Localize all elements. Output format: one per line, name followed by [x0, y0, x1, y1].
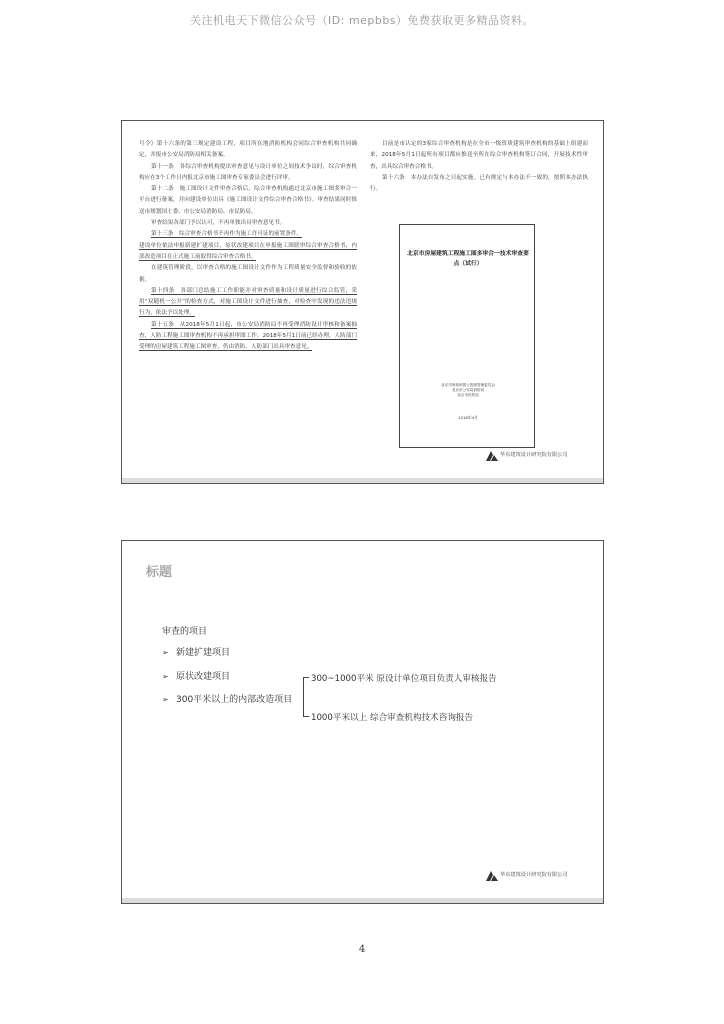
paragraph	[139, 320, 357, 354]
paragraph	[139, 162, 357, 185]
company-logo	[486, 869, 604, 881]
cover-org-line: 北京市公安局消防局	[451, 388, 485, 393]
company-logo-icon	[486, 869, 498, 881]
company-logo	[486, 449, 604, 461]
paragraph-text: 第十一条 各综合审查机构提出审查意见与设计单位之间技术争议时，综合审查机构应在3个工作日内报北京市施工图审查专家委员会进行评审。	[139, 163, 357, 181]
paragraph-text: 第十六条 本办法自发布之日起实施。已有规定与本办法不一致的，按照本办法执行。	[370, 174, 588, 193]
cover-org-line: 北京市民防局	[457, 393, 479, 398]
paragraph-text: 在建筑管理阶段，以审查合格的施工图设计文件作为工程质量安全监督和验收的依据。	[139, 265, 357, 283]
arrow-bullet-icon: ➢	[162, 648, 169, 657]
slide-title: 标题	[146, 565, 173, 580]
list-item-label: 300平米以上的内部改造项目	[176, 695, 293, 705]
page-number: 4	[358, 944, 366, 955]
paragraph	[139, 263, 357, 286]
list-item	[162, 669, 230, 682]
company-logo-text: 华东建筑设计研究院有限公司	[500, 872, 568, 878]
paragraph	[370, 173, 588, 196]
paragraph-text: 号令》第十六条的第三规定建设工程，项目所在地消防机构会同综合审查机构共同确定，并报市公安局消防局相关备案。	[139, 141, 357, 159]
paragraph	[139, 286, 357, 320]
section-heading: 审查的项目	[162, 627, 208, 637]
paragraph	[139, 229, 357, 240]
cover-title: 北京市房屋建筑工程施工图多审合一技术审查要点（试行）	[407, 251, 529, 267]
bracket-line	[303, 716, 309, 717]
slide-document-excerpt	[121, 120, 604, 484]
left-text-column	[139, 139, 357, 354]
cover-date: 2018年4月	[458, 415, 478, 420]
bracket-line	[303, 677, 309, 678]
paragraph-text: 第十二条 施工图设计文件审查合格后，综合审查机构通过北京市施工图多审合一平台进行备案，并向建设单位出具《施工图设计文件综合审查合格书》。审查结果同时推送市规划国土委、市公安局消防局、市民防局。	[139, 186, 357, 215]
branch-text-bottom: 1000平米以上 综合审查机构技术咨询报告	[311, 713, 474, 723]
paragraph	[139, 218, 357, 229]
watermark-text: 关注机电天下微信公众号（ID: mepbbs）免费获取更多精品资料。	[189, 14, 535, 27]
company-logo-icon	[486, 449, 498, 461]
right-text-column	[370, 139, 588, 195]
paragraph-text: 建设单位依法申报新建扩建项目，原状改建项目在申报施工图联审综合审查合格书，内部改造项目在正式施工前取得综合审查合格书。	[139, 242, 357, 260]
slide-review-projects	[121, 540, 604, 904]
paragraph	[139, 184, 357, 218]
paragraph-text: 第十五条 从2018年5月1日起，市公安局消防局不再受理消防设计审核和备案抽查，人防工程施工图审查机构不再承担审图工作。2018年5月1日前已经办理，人防部门受理的房屋建筑工程施工图审查，仍由消防、人防部门出具审查意见。	[139, 321, 357, 351]
bracket-line	[303, 677, 304, 717]
paragraph	[139, 241, 357, 264]
paragraph-text: 审查结果各部门予以认可，不再单独出具审查意见书。	[151, 220, 286, 227]
list-item-label: 原状改建项目	[176, 672, 231, 682]
arrow-bullet-icon: ➢	[162, 672, 169, 681]
document-cover-image	[399, 224, 535, 448]
paragraph-text: 目前是市认定的3家综合审查机构是在全市一级资质建筑审查机构的基础上组建而来，2018年5月1日起所有项目都应推送至所在综合审查机构签订合同，开展技术性审查，出具综合审查合格书。	[370, 141, 588, 170]
paragraph	[139, 139, 357, 162]
arrow-bullet-icon: ➢	[162, 695, 169, 704]
paragraph-text: 第十三条 综合审查合格书不再作为施工许可证的前置条件。	[151, 231, 303, 238]
list-item	[162, 692, 292, 705]
slide-footer-bar	[122, 478, 603, 483]
paragraph	[370, 139, 588, 173]
paragraph-text: 第十四条 各部门总结施工工作职能并对审查质量和设计质量进行综合监管，采用“双随机一公开”的检查方式，对施工图设计文件进行抽查，对检查中发现的违法违规行为，依法予以处理。	[139, 287, 357, 317]
branch-text-top: 300~1000平米 原设计单位项目负责人审核报告	[311, 674, 497, 684]
slide-footer-bar	[122, 898, 603, 903]
list-item-label: 新建扩建项目	[176, 648, 231, 658]
cover-organizations	[406, 383, 530, 399]
company-logo-text: 华东建筑设计研究院有限公司	[500, 452, 568, 458]
cover-org-line: 北京市规划和国土资源管理委员会	[441, 383, 495, 387]
list-item	[162, 645, 230, 658]
